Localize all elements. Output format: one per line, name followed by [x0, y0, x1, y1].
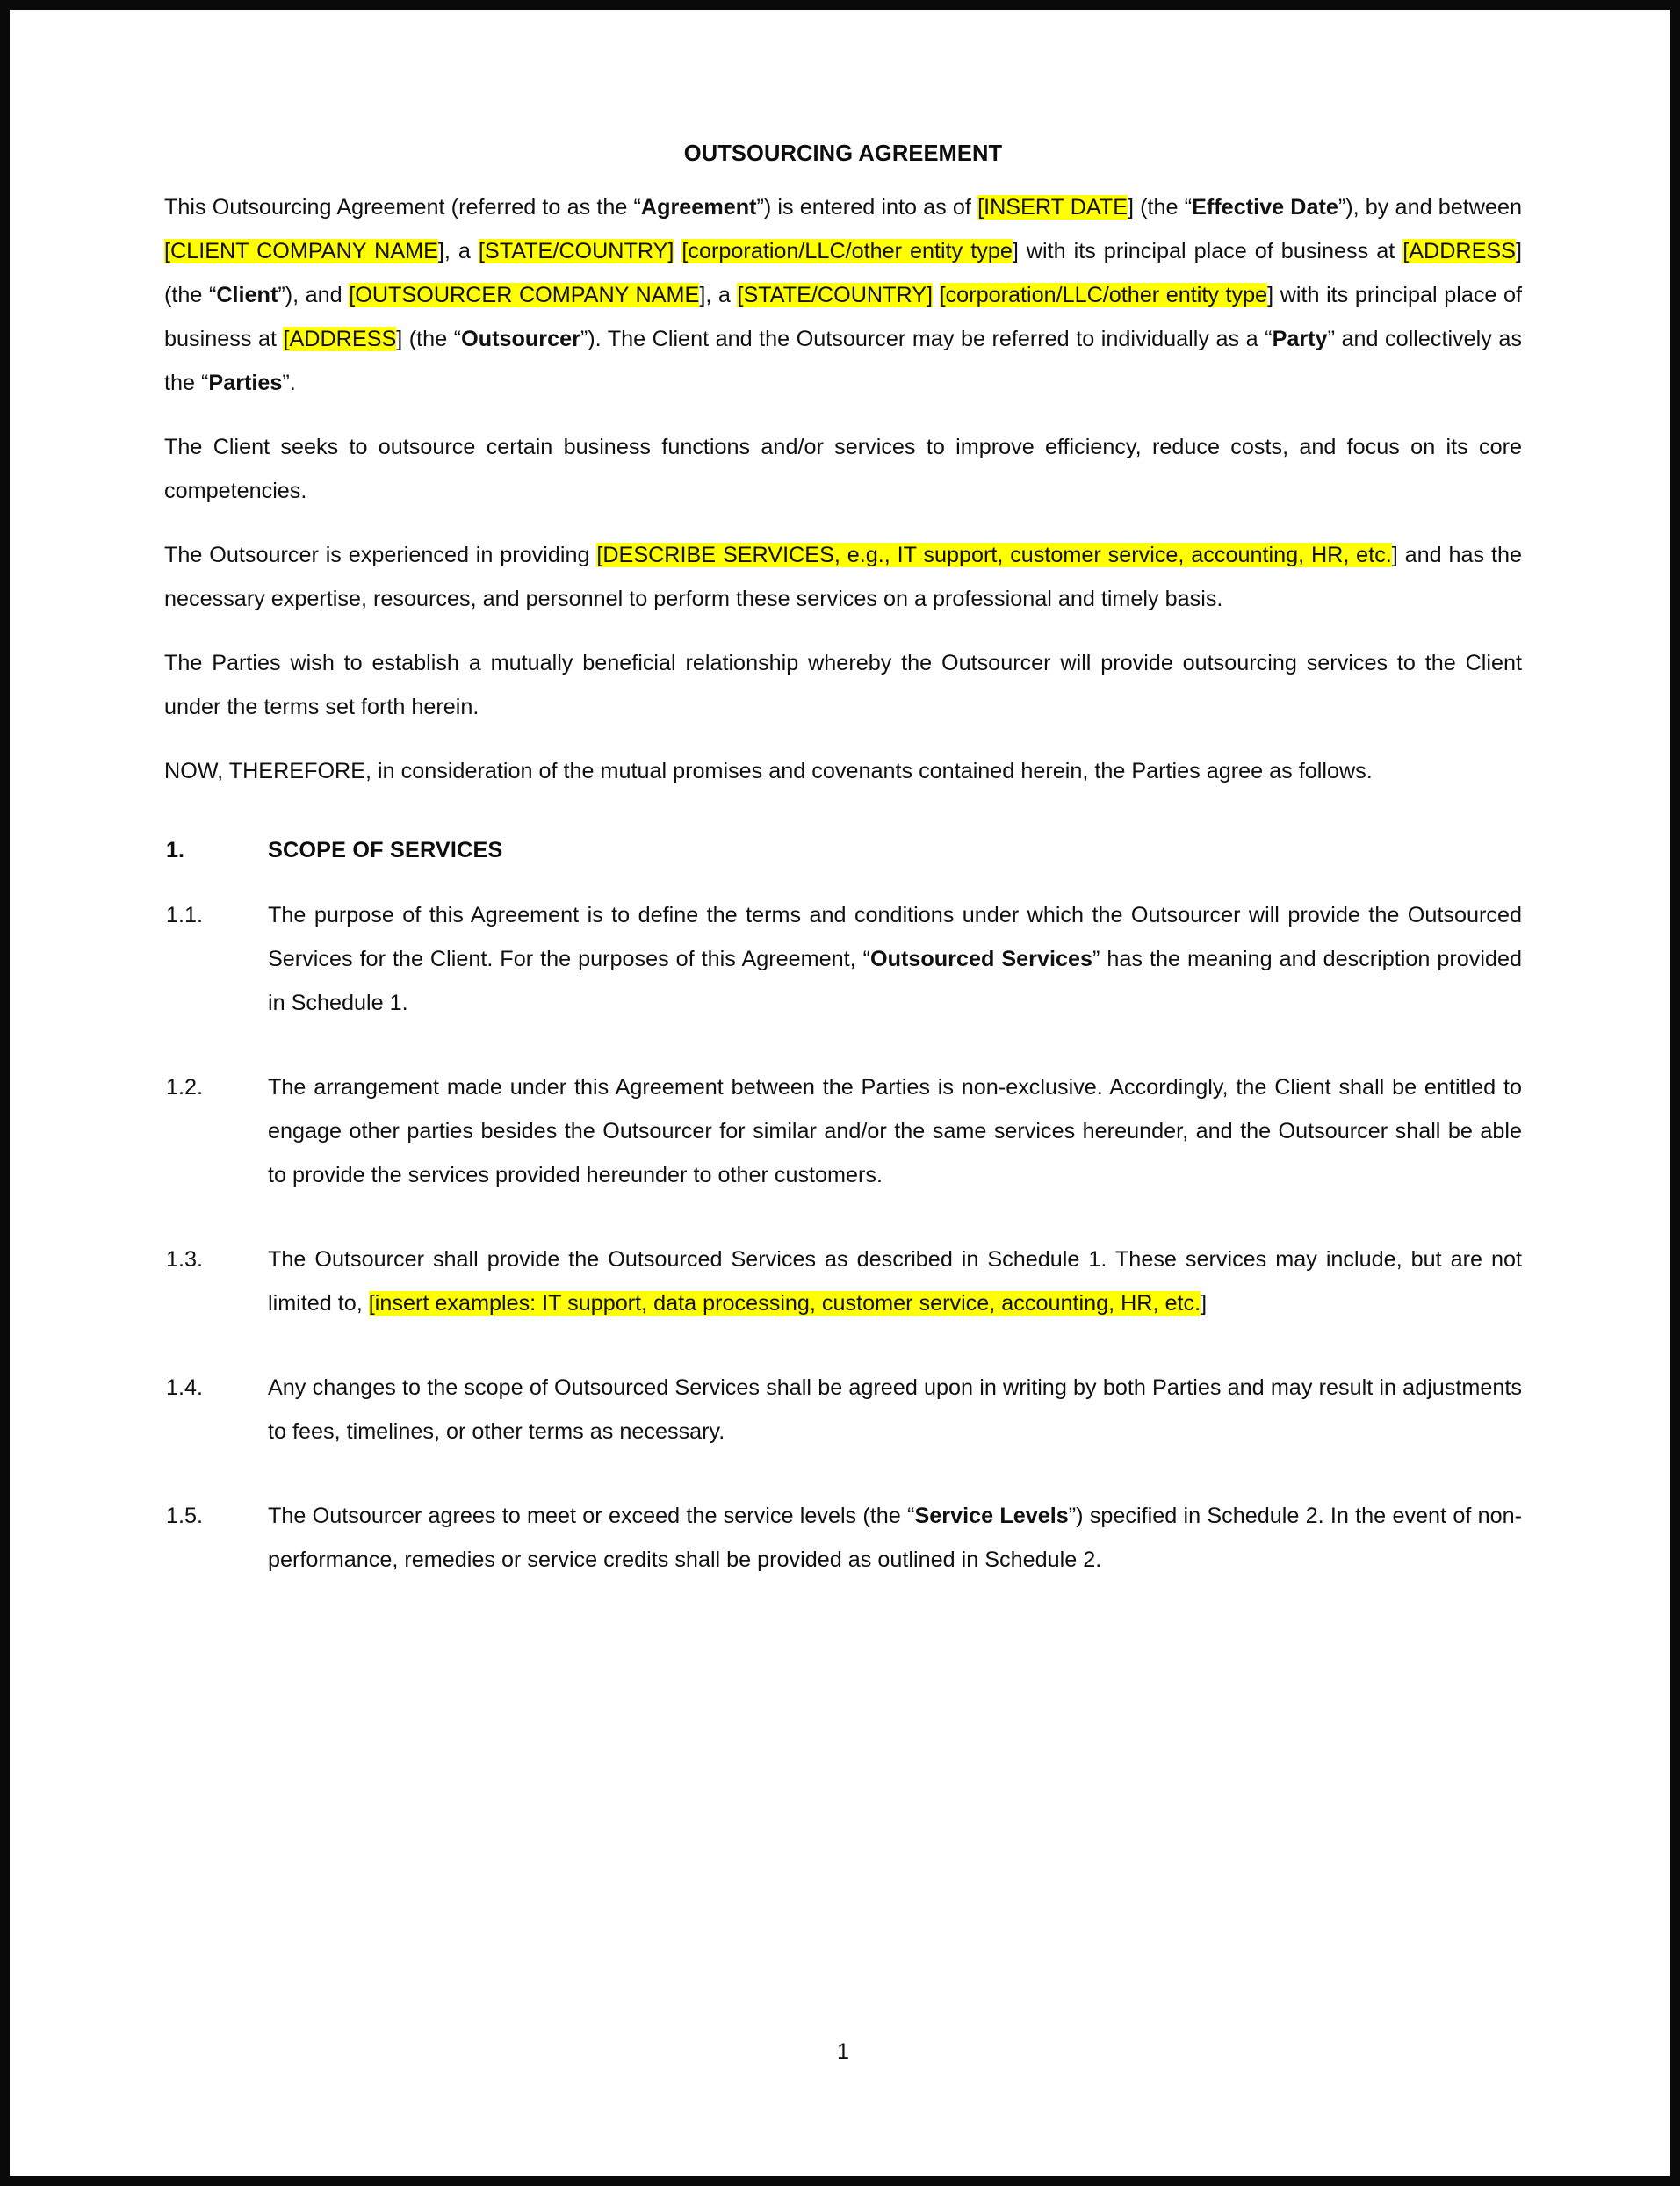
- defined-term-outsourcer: Outsourcer: [461, 327, 580, 351]
- defined-term-party: Party: [1272, 327, 1328, 351]
- defined-term-client: Client: [216, 283, 278, 307]
- placeholder-client-address: [ADDRESS: [1402, 239, 1516, 263]
- text-run: ]: [1201, 1291, 1208, 1316]
- placeholder-outsourcer-company-name: [OUTSOURCER COMPANY NAME: [349, 283, 700, 307]
- defined-term-agreement: Agreement: [640, 195, 757, 220]
- text-run: ” and collectively as the “: [164, 327, 1522, 395]
- placeholder-outsourcer-state-country: [STATE/COUNTRY]: [737, 283, 933, 307]
- paragraph-parties-wish: The Parties wish to establish a mutually beneficial relationship whereby the Outsourcer will provide outsourcing services to the Client under the terms set forth herein.: [164, 651, 1522, 719]
- text-run: ”), by and between: [1338, 195, 1522, 220]
- section-heading-scope-of-services: [164, 828, 1522, 872]
- placeholder-client-state-country: [STATE/COUNTRY]: [478, 239, 674, 263]
- placeholder-client-entity-type: [corporation/LLC/other entity type: [681, 239, 1013, 263]
- clause-1-4: [164, 1366, 1522, 1454]
- page-title: OUTSOURCING AGREEMENT: [683, 141, 1003, 166]
- text-run: ] with its principal place of business at: [164, 283, 1522, 351]
- page-content-area: [164, 10, 1522, 2176]
- clause-number: 1.1.: [166, 903, 204, 927]
- clause-text: [268, 1237, 1522, 1325]
- defined-term-effective-date: Effective Date: [1192, 195, 1338, 220]
- text-run: The Outsourcer shall provide the Outsourced Services as described in Schedule 1. These services may include, but are not limited to,: [268, 1247, 1522, 1316]
- text-run: ”) is entered into as of: [756, 195, 978, 220]
- text-run: ”). The Client and the Outsourcer may be referred to individually as a “: [580, 327, 1273, 351]
- section-number: 1.: [166, 838, 185, 862]
- text-run: The purpose of this Agreement is to define the terms and conditions under which the Outsourcer will provide the Outsourced Services for the Client. For the purposes of this Agreement, “: [268, 903, 1522, 971]
- text-run: The Outsourcer is experienced in providing: [164, 543, 597, 567]
- defined-term-outsourced-services: Outsourced Services: [870, 947, 1093, 971]
- placeholder-outsourcer-entity-type: [corporation/LLC/other entity type: [939, 283, 1268, 307]
- text-run: ” has the meaning and description provided in Schedule 1.: [268, 947, 1522, 1015]
- paragraph-outsourcer-experience: [164, 533, 1522, 621]
- page-number-footer: 1: [836, 2039, 849, 2064]
- placeholder-describe-services: [DESCRIBE SERVICES, e.g., IT support, customer service, accounting, HR, etc.: [596, 543, 1392, 567]
- clause-text: Any changes to the scope of Outsourced Services shall be agreed upon in writing by both Parties and may result in adjustments to fees, timelines, or other terms as necessary.: [268, 1375, 1522, 1444]
- text-run: This Outsourcing Agreement (referred to as the “: [164, 195, 641, 220]
- paragraph-now-therefore: NOW, THEREFORE, in consideration of the mutual promises and covenants contained herein, the Parties agree as follows.: [164, 759, 1373, 783]
- placeholder-outsourcer-address: [ADDRESS: [283, 327, 397, 351]
- placeholder-insert-date: [INSERT DATE: [977, 195, 1128, 220]
- text-run: ], a: [437, 239, 479, 263]
- clause-1-2: [164, 1065, 1522, 1197]
- clause-number: 1.2.: [166, 1075, 204, 1100]
- placeholder-client-company-name: [CLIENT COMPANY NAME: [164, 239, 438, 263]
- clause-text: [268, 1494, 1522, 1582]
- clause-1-5: [164, 1494, 1522, 1582]
- clause-text: The arrangement made under this Agreement between the Parties is non-exclusive. Accordingly, the Client shall be entitled to engage other parties besides the Outsourcer for similar and/or the same services hereunder, and the Outsourcer shall be able to provide the services provided hereunder to other customers.: [268, 1075, 1522, 1187]
- document-body: [164, 185, 1522, 1622]
- text-run: [933, 283, 940, 307]
- clause-1-1: [164, 893, 1522, 1025]
- text-run: ], a: [699, 283, 738, 307]
- placeholder-insert-examples: [insert examples: IT support, data processing, customer service, accounting, HR, etc.: [368, 1291, 1201, 1316]
- defined-term-parties: Parties: [208, 371, 283, 395]
- paragraph-client-seeks: The Client seeks to outsource certain business functions and/or services to improve efficiency, reduce costs, and focus on its core competencies.: [164, 435, 1522, 503]
- text-run: ”) specified in Schedule 2. In the event of non-performance, remedies or service credits shall be provided as outlined in Schedule 2.: [268, 1504, 1522, 1572]
- text-run: ”.: [282, 371, 296, 395]
- text-run: ] and has the necessary expertise, resources, and personnel to perform these services on a professional and timely basis.: [164, 543, 1522, 611]
- clause-text: [268, 893, 1522, 1025]
- section-title: SCOPE OF SERVICES: [268, 838, 503, 862]
- defined-term-service-levels: Service Levels: [914, 1504, 1069, 1528]
- clause-1-3: [164, 1237, 1522, 1325]
- text-run: ”), and: [278, 283, 350, 307]
- text-run: The Outsourcer agrees to meet or exceed the service levels (the “: [268, 1504, 915, 1528]
- clause-number: 1.4.: [166, 1375, 204, 1400]
- text-run: ] (the “: [1128, 195, 1193, 220]
- paragraph-parties: [164, 185, 1522, 405]
- text-run: ] (the “: [164, 239, 1522, 307]
- clause-number: 1.5.: [166, 1504, 204, 1528]
- clause-number: 1.3.: [166, 1247, 204, 1272]
- text-run: ] (the “: [396, 327, 462, 351]
- text-run: ] with its principal place of business at: [1012, 239, 1403, 263]
